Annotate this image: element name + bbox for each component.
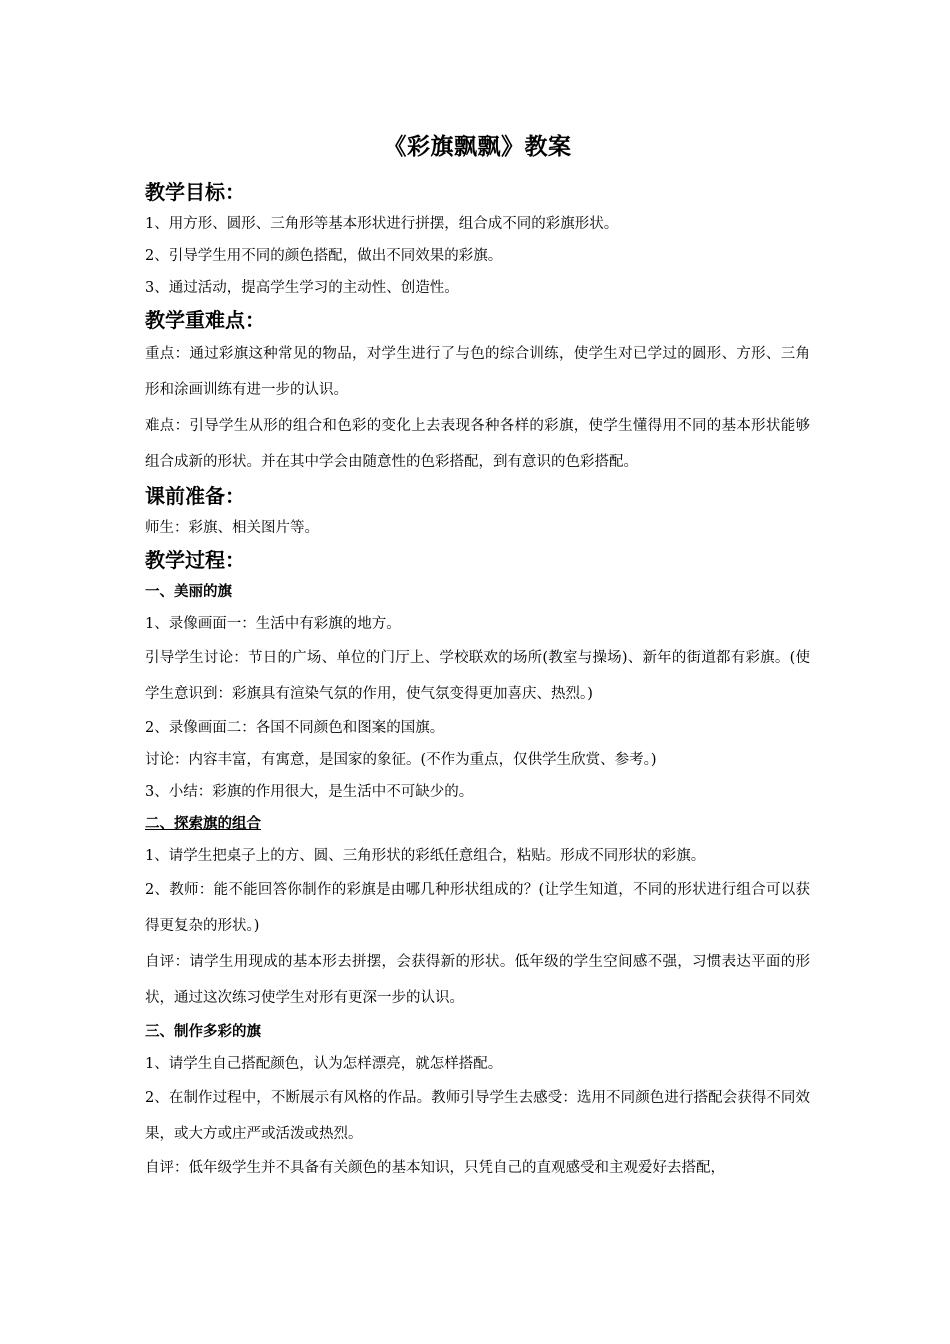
process-part-heading: 二、探索旗的组合 <box>145 816 261 832</box>
process-line: 自评：低年级学生并不具备有关颜色的基本知识，只凭自己的直观感受和主观爱好去搭配， <box>145 1160 725 1176</box>
process-line: 自评：请学生用现成的基本形去拼摆，会获得新的形状。低年级的学生空间感不强，习惯表达平面的形状，通过这次练习使学生对形有更深一步的认识。 <box>145 954 810 1006</box>
document-page <box>145 130 810 1184</box>
process-line: 1、请学生把桌子上的方、圆、三角形状的彩纸任意组合，粘贴。形成不同形状的彩旗。 <box>145 848 706 864</box>
section-heading-key-points: 教学重难点： <box>145 308 265 332</box>
difficulty-text: 难点：引导学生从形的组合和色彩的变化上去表现各种各样的彩旗，使学生懂得用不同的基本形状能够组合成新的形状。并在其中学会由随意性的色彩搭配，到有意识的色彩搭配。 <box>145 418 810 470</box>
goal-item: 2、引导学生用不同的颜色搭配，做出不同效果的彩旗。 <box>145 248 503 264</box>
process-line: 1、录像画面一：生活中有彩旗的地方。 <box>145 616 401 632</box>
process-line: 2、在制作过程中，不断展示有风格的作品。教师引导学生去感受：选用不同颜色进行搭配会获得不同效果，或大方或庄严或活泼或热烈。 <box>145 1090 810 1142</box>
process-part-heading: 一、美丽的旗 <box>145 584 232 600</box>
prep-text: 师生：彩旗、相关图片等。 <box>145 520 319 536</box>
goal-item: 3、通过活动，提高学生学习的主动性、创造性。 <box>145 280 459 296</box>
key-point-text: 重点：通过彩旗这种常见的物品，对学生进行了与色的综合训练，使学生对已学过的圆形、方形、三角形和涂画训练有进一步的认识。 <box>145 346 810 398</box>
section-heading-prep: 课前准备： <box>145 484 245 508</box>
document-title: 《彩旗飘飘》教案 <box>383 134 572 160</box>
process-line: 1、请学生自己搭配颜色，认为怎样漂亮，就怎样搭配。 <box>145 1056 503 1072</box>
process-line: 2、录像画面二：各国不同颜色和图案的国旗。 <box>145 720 445 736</box>
process-line: 2、教师：能不能回答你制作的彩旗是由哪几种形状组成的？(让学生知道，不同的形状进行组合可以获得更复杂的形状。) <box>145 882 810 934</box>
process-line: 讨论：内容丰富，有寓意，是国家的象征。(不作为重点，仅供学生欣赏、参考。) <box>145 752 657 768</box>
process-part-heading: 三、制作多彩的旗 <box>145 1024 261 1040</box>
process-line: 3、小结：彩旗的作用很大，是生活中不可缺少的。 <box>145 784 474 800</box>
process-line: 引导学生讨论：节日的广场、单位的门厅上、学校联欢的场所(教室与操场)、新年的街道都有彩旗。(使学生意识到：彩旗具有渲染气氛的作用，使气氛变得更加喜庆、热烈。) <box>145 650 810 702</box>
goal-item: 1、用方形、圆形、三角形等基本形状进行拼摆，组合成不同的彩旗形状。 <box>145 216 619 232</box>
section-heading-process: 教学过程： <box>145 548 245 572</box>
section-heading-goals: 教学目标： <box>145 180 245 204</box>
